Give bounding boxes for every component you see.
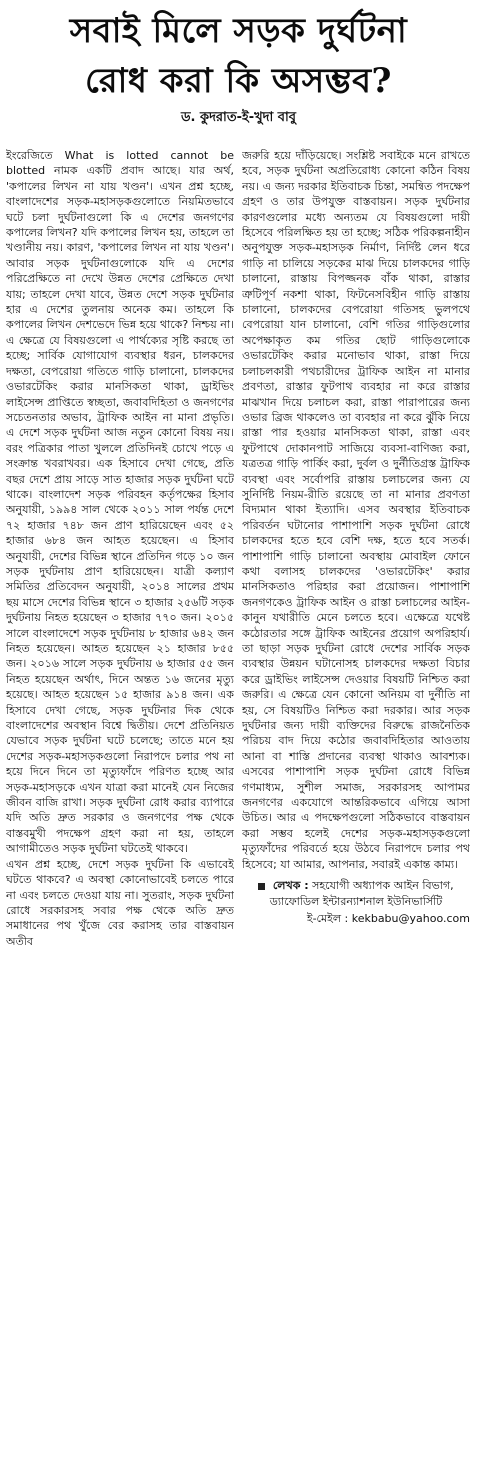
column-left (6, 148, 234, 1476)
author-label: লেখক : (272, 879, 309, 893)
article-body (6, 148, 471, 1476)
author-description: সহযোগী অধ্যাপক আইন বিভাগ, ড্যাফোডিল ইন্টারন্যাশনাল ইউনিভার্সিটি (269, 879, 454, 908)
headline (6, 6, 471, 106)
paragraph-3: জরুরি হয়ে দাঁড়িয়েছে। সংশ্লিষ্ট সবাইকে মনে রাখতে হবে, সড়ক দুর্ঘটনা অপ্রতিরোধ্য কোনো কঠিন বিষয় নয়। এ জন্য দরকার ইতিবাচক চিন্তা, সমন্বিত পদক্ষেপ গ্রহণ ও তার উপযুক্ত বাস্তবায়ন। সড়ক দুর্ঘটনার কারণগুলোর মধ্যে অন্যতম যে বিষয়গুলো দায়ী হিসেবে পরিলক্ষিত হয় তা হচ্ছে; সঠিক পরিকল্পনাহীন অনুপযুক্ত সড়ক-মহাসড়ক নির্মাণ, নির্দিষ্ট লেন ধরে গাড়ি না চালিয়ে সড়কের মাঝ দিয়ে চালকদের গাড়ি চালানো, রাস্তায় বিপজ্জনক বাঁক থাকা, রাস্তার ত্রুটিপূর্ণ নকশা থাকা, ফিটনেসবিহীন গাড়ি রাস্তায় চালানো, চালকদের বেপরোয়া গতিসহ ভুলপথে বেপরোয়া যান চালানো, বেশি গতির গাড়িগুলোর অপেক্ষাকৃত কম গতির ছোট গাড়িগুলোকে ওভারটেকিং করার মনোভাব থাকা, রাস্তা দিয়ে চলাচলকারী পথচারীদের ট্রাফিক আইন না মানার প্রবণতা, রাস্তার ফুটপাথ ব্যবহার না করে রাস্তার মাঝখান দিয়ে চলাচল করা, রাস্তা পারাপারের জন্য ওভার ব্রিজ থাকলেও তা ব্যবহার না করে ঝুঁকি নিয়ে রাস্তা পার হওয়ার মানসিকতা থাকা, রাস্তা এবং ফুটপাথে দোকানপাট সাজিয়ে ব্যবসা-বাণিজ্য করা, যত্রতত্র গাড়ি পার্কিং করা, দুর্বল ও দুর্নীতিগ্রস্ত ট্রাফিক ব্যবস্থা এবং সর্বোপরি রাস্তায় চলাচলের জন্য যে সুনির্দিষ্ট নিয়ম-রীতি রয়েছে তা না মানার প্রবণতা বিদ্যমান থাকা ইত্যাদি। এসব অবস্থার ইতিবাচক পরিবর্তন ঘটানোর পাশাপাশি সড়ক দুর্ঘটনা রোধে চালকদের হতে হবে বেশি দক্ষ, হতে হবে সতর্ক। পাশাপাশি গাড়ি চালানো অবস্থায় মোবাইল ফোনে কথা বলাসহ চালকদের 'ওভারটেকিং' করার মানসিকতাও পরিহার করা প্রয়োজন। পাশাপাশি জনগণকেও ট্রাফিক আইন ও রাস্তা চলাচলের আইন-কানুন যথারীতি মেনে চলতে হবে। এক্ষেত্রে যথেষ্ট কঠোরতার সঙ্গে ট্রাফিক আইনের প্রয়োগ অপরিহার্য। তা ছাড়া সড়ক দুর্ঘটনা রোধে দেশের সার্বিক সড়ক ব্যবস্থার উন্নয়ন ঘটানোসহ চালকদের দক্ষতা বিচার করে ড্রাইভিং লাইসেন্স দেওয়ার বিষয়টি নিশ্চিত করা জরুরি। এ ক্ষেত্রে যেন কোনো অনিয়ম বা দুর্নীতি না হয়, সে বিষয়টিও নিশ্চিত করা দরকার। আর সড়ক দুর্ঘটনার জন্য দায়ী ব্যক্তিদের বিরুদ্ধে রাজনৈতিক পরিচয় বাদ দিয়ে কঠোর জবাবদিহিতার আওতায় আনা বা শাস্তি প্রদানের ব্যবস্থা থাকাও আবশ্যক। এসবের পাশাপাশি সড়ক দুর্ঘটনা রোধে বিভিন্ন গণমাধ্যম, সুশীল সমাজ, সরকারসহ আপামর জনগণের একযোগে আন্তরিকভাবে এগিয়ে আসা উচিত। আর এ পদক্ষেপগুলো সঠিকভাবে বাস্তবায়ন করা সম্ভব হলেই দেশের সড়ক-মহাসড়কগুলো মৃত্যুফাঁদের পরিবর্তে হয়ে উঠবে নিরাপদে চলার পথ হিসেবে; যা আমার, আপনার, সবারই একান্ত কাম্য। (242, 149, 470, 871)
paragraph-2: এখন প্রশ্ন হচ্ছে, দেশে সড়ক দুর্ঘটনা কি এভাবেই ঘটতে থাকবে? এ অবস্থা কোনোভাবেই চলতে পারে না এবং চলতে দেওয়া যায় না। সুতরাং, সড়ক দুর্ঘটনা রোধে সরকারসহ সবার পক্ষ থেকে অতি দ্রুত সমাধানের পথ খুঁজে বের করাসহ তার বাস্তবায়ন অতীব (6, 857, 234, 948)
article (6, 6, 471, 1476)
column-right (242, 148, 470, 1476)
author-email: ই-মেইল : kekbabu@yahoo.com (306, 911, 470, 925)
headline-line-1: সবাই মিলে সড়ক দুর্ঘটনা (69, 11, 408, 51)
byline: ড. কুদরাত-ই-খুদা বাবু (180, 110, 297, 125)
bullet-square-icon (258, 883, 265, 890)
headline-line-2: রোধ করা কি অসম্ভব? (85, 61, 392, 101)
paragraph-1: ইংরেজিতে What is lotted cannot be blotted নামক একটি প্রবাদ আছে। যার অর্থ, 'কপালের লিখন না যায় খণ্ডন'। এখন প্রশ্ন হচ্ছে, বাংলাদেশের সড়ক-মহাসড়কগুলোতে নিয়মিতভাবে ঘটে চলা দুর্ঘটনাগুলো কি এ দেশের জনগণের কপালের লিখন? যদি কপালের লিখন হয়, তাহলে তা খণ্ডানীয় নয়। কারণ, 'কপালের লিখন না যায় খণ্ডন'। আবার সড়ক দুর্ঘটনাগুলোকে যদি এ দেশের পরিপ্রেক্ষিতে না দেখে উন্নত দেশের প্রেক্ষিতে দেখা যায়; তাহলে দেখা যাবে, উন্নত দেশে সড়ক দুর্ঘটনার হার এ দেশের তুলনায় অনেক কম। তাহলে কি কপালের লিখন দেশভেদে ভিন্ন হয়ে থাকে? নিশ্চয় না। এ ক্ষেত্রে যে বিষয়গুলো এ পার্থক্যের সৃষ্টি করছে তা হচ্ছে; সার্বিক যোগাযোগ ব্যবস্থার ধরন, চালকদের দক্ষতা, বেপরোয়া গতিতে গাড়ি চালানো, চালকদের ওভারটেকিং করার মানসিকতা থাকা, ড্রাইভিং লাইসেন্স প্রাপ্তিতে স্বচ্ছতা, জবাবদিহিতা ও জনগণের সচেতনতার অভাব, ট্রাফিক আইন না মানা প্রভৃতি। এ দেশে সড়ক দুর্ঘটনা আজ নতুন কোনো বিষয় নয়। বরং পত্রিকার পাতা খুললে প্রতিদিনই চোখে পড়ে এ সংক্রান্ত খবরাখবর। এক হিসাবে দেখা গেছে, প্রতি বছর দেশে প্রায় সাড়ে সাত হাজার সড়ক দুর্ঘটনা ঘটে থাকে। বাংলাদেশ সড়ক পরিবহন কর্তৃপক্ষের হিসাব অনুযায়ী, ১৯৯৪ সাল থেকে ২০১১ সাল পর্যন্ত দেশে ৭২ হাজার ৭৪৮ জন প্রাণ হারিয়েছেন এবং ৫২ হাজার ৬৮৪ জন আহত হয়েছেন। এ হিসাব অনুযায়ী, দেশের বিভিন্ন স্থানে প্রতিদিন গড়ে ১০ জন সড়ক দুর্ঘটনায় প্রাণ হারিয়েছেন। যাত্রী কল্যাণ সমিতির প্রতিবেদন অনুযায়ী, ২০১৪ সালের প্রথম ছয় মাসে দেশের বিভিন্ন স্থানে ৩ হাজার ২৫৬টি সড়ক দুর্ঘটনায় নিহত হয়েছেন ৩ হাজার ৭৭০ জন। ২০১৫ সালে বাংলাদেশে সড়ক দুর্ঘটনায় ৮ হাজার ৬৪২ জন নিহত হয়েছেন। আহত হয়েছেন ২১ হাজার ৮৫৫ জন। ২০১৬ সালে সড়ক দুর্ঘটনায় ৬ হাজার ৫৫ জন নিহত হয়েছেন অর্থাৎ, দিনে অন্তত ১৬ জনের মৃত্যু হয়েছে। আহত হয়েছেন ১৫ হাজার ৯১৪ জন। এক হিসাবে দেখা গেছে, সড়ক দুর্ঘটনার দিক থেকে বাংলাদেশের অবস্থান বিশ্বে দ্বিতীয়। দেশে প্রতিনিয়ত যেভাবে সড়ক দুর্ঘটনা ঘটে চলেছে; তাতে মনে হয় দেশের সড়ক-মহাসড়কগুলো নিরাপদে চলার পথ না হয়ে দিনে দিনে তা মৃত্যুফাঁদে পরিণত হচ্ছে আর সড়ক-মহাসড়কে এখন যাত্রা করা মানেই যেন নিজের জীবন বাজি রাখা। সড়ক দুর্ঘটনা রোধ করার ব্যাপারে যদি অতি দ্রুত সরকার ও জনগণের পক্ষ থেকে বাস্তবমুখী পদক্ষেপ গ্রহণ করা না হয়, তাহলে আগামীতেও সড়ক দুর্ঘটনা ঘটতেই থাকবে। (6, 149, 234, 856)
author-note (242, 878, 470, 909)
